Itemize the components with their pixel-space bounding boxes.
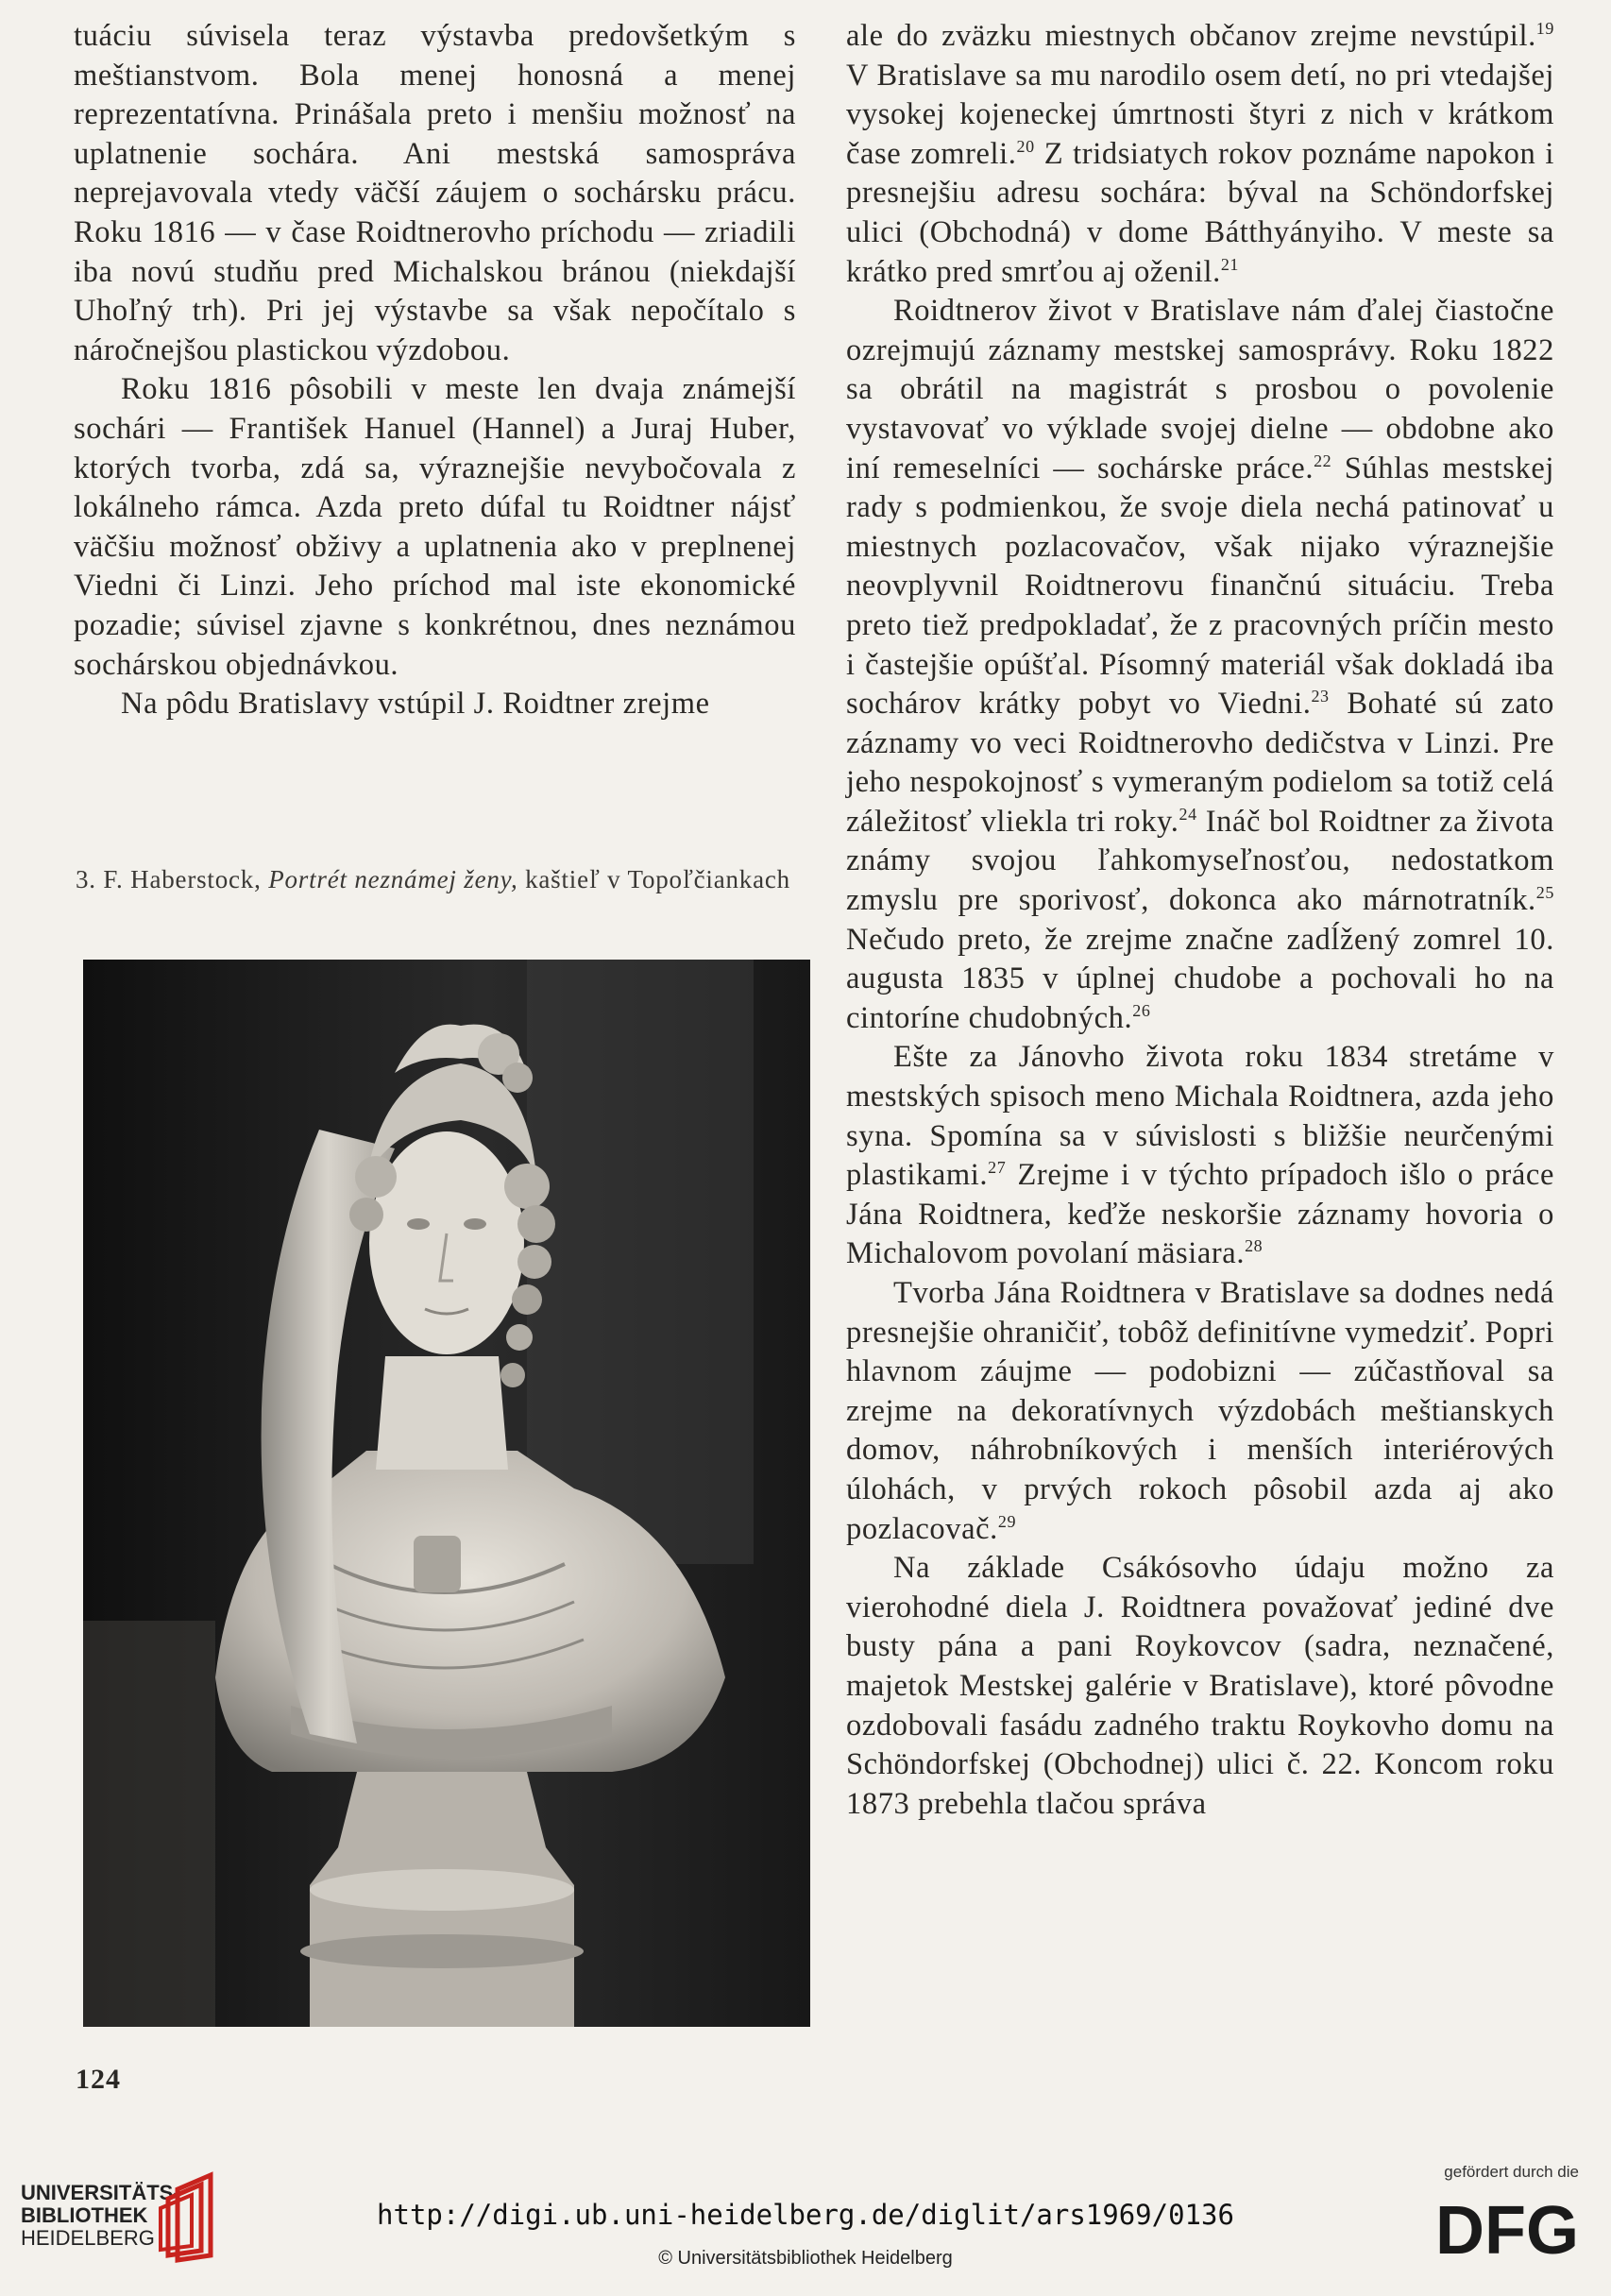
text-run: Ešte za Jánovho života roku 1834 stretáme v mestských spisoch meno Michala Roidtnera, azda jeho syna. Spomína sa v súvislosti s bližšie neurčenými plastikami. — [846, 1040, 1554, 1193]
paragraph: Na pôdu Bratislavy vstúpil J. Roidtner zrejme — [121, 687, 710, 722]
dfg-logo-icon[interactable] — [1432, 2191, 1583, 2267]
paragraph — [846, 1274, 1554, 1549]
caption-title: Portrét neznámej ženy, — [268, 865, 518, 893]
text-run: Roidtnerov život v Bratislave nám ďalej čiastočne ozrejmujú záznamy mestskej samosprávy. Roku 1822 sa obrátil na magistrát s prosbou o povolenie vystavovať vo výklade svojej dielne — obdobne ako iní remeselníci — sochárske práce. — [846, 294, 1554, 485]
funding-label: gefördert durch die — [1444, 2163, 1579, 2181]
text-run: Bohaté sú zato záznamy vo veci Roidtnerovho dedičstva v Linzi. Pre jeho nespokojnosť s vymeraným podielom sa totiž celá záležitosť vliekla tri roky. — [846, 687, 1554, 839]
library-name-line: HEIDELBERG — [21, 2226, 155, 2250]
copyright-notice: © Universitätsbibliothek Heidelberg — [658, 2248, 953, 2269]
page-number: 124 — [76, 2064, 121, 2095]
text-run: Súhlas mestskej rady s podmienkou, že svoje diela nechá patinovať u miestnych pozlacovačov, však nijako výraznejšie neovplyvnil Roidtnerovu finančnú situáciu. Treba preto tiež predpokladať, že z pracovných príčin mesto i častejšie opúšťal. Písomný materiál však dokladá iba sochárov krátky pobyt vo Viedni. — [846, 451, 1554, 722]
right-text-column — [846, 17, 1554, 1824]
footnote-ref: 26 — [1132, 1000, 1151, 1020]
paragraph: Roku 1816 pôsobili v meste len dvaja známejší sochári — František Hanuel (Hannel) a Juraj Huber, ktorých tvorba, zdá sa, výraznejšie nevybočovala z lokálneho rámca. Azda preto dúfal tu Roidtner nájsť väčšiu možnosť obživy a uplatnenia ako v preplnenej Viedni či Linzi. Jeho príchod mal iste ekonomické pozadie; súvisel zjavne s konkrétnou, dnes neznámou sochárskou objednávkou. — [74, 372, 796, 682]
paragraph — [846, 1038, 1554, 1274]
paragraph — [846, 292, 1554, 1038]
text-run: Ináč bol Roidtner za života známy svojou ľahkomyseľnosťou, nedostatkom zmyslu pre sporivosť, dokonca ako márnotratník. — [846, 804, 1555, 918]
footnote-ref: 24 — [1179, 804, 1197, 824]
footnote-ref: 21 — [1220, 254, 1240, 274]
bust-photograph — [83, 960, 810, 2027]
text-run: Zrejme i v týchto prípadoch išlo o práce Jána Roidtnera, keďže neskoršie záznamy hovoria o Michalovom povolaní mäsiara. — [846, 1158, 1554, 1271]
dfg-logo-text: DFG — [1435, 2193, 1579, 2267]
digitization-footer — [0, 2144, 1611, 2296]
figure-caption — [76, 861, 793, 897]
footnote-ref: 29 — [997, 1511, 1017, 1531]
footnote-ref: 20 — [1016, 136, 1035, 156]
text-run: ale do zväzku miestnych občanov zrejme nevstúpil. — [846, 19, 1536, 53]
footnote-ref: 19 — [1535, 19, 1554, 38]
paragraph — [846, 17, 1554, 292]
caption-location: kaštieľ v Topoľčiankach — [517, 865, 790, 893]
library-name-line: UNIVERSITÄTS- — [21, 2181, 180, 2204]
footnote-ref: 28 — [1245, 1236, 1263, 1256]
text-run: Tvorba Jána Roidtnera v Bratislave sa dodnes nedá presnejšie ohraničiť, tobôž definitívne vymedziť. Popri hlavnom záujme — podobizni — zúčastňoval sa zrejme na dekoratívnych výzdobách meštianskych domov, náhrobníkových i menších interiérových úlohách, v prvých rokoch pôsobil azda aj ako pozlacovač. — [846, 1276, 1554, 1546]
text-run: Z tridsiatych rokov poznáme napokon i presnejšiu adresu sochára: býval na Schöndorfskej ulici (Obchodná) v dome Bátthyányiho. V meste sa krátko pred smrťou aj oženil. — [846, 136, 1554, 289]
left-text-column — [74, 17, 796, 724]
paragraph: Na základe Csákósovho údaju možno za vierohodné diela J. Roidtnera považovať jediné dve busty pána a pani Roykovcov (sadra, neznačené, majetok Mestskej galérie v Bratislave), ktoré pôvodne ozdobovali fasádu zadného traktu Roykovho domu na Schöndorfskej (Obchodnej) ulici č. 22. Koncom roku 1873 prebehla tlačou správa — [846, 1551, 1554, 1821]
paragraph: tuáciu súvisela teraz výstavba predovšetkým s meštianstvom. Bola menej honosná a menej reprezentatívna. Prinášala preto i menšiu možnosť na uplatnenie sochára. Ani mestská samospráva neprejavovala vtedy väčší záujem o sochársku prácu. Roku 1816 — v čase Roidtnerovho príchodu — zriadili iba novú studňu pred Michalskou bránou (niekdajší Uhoľný trh). Pri jej výstavbe sa však nepočítalo s náročnejšou plastickou výzdobou. — [74, 19, 796, 367]
library-name-line: BIBLIOTHEK — [21, 2203, 148, 2227]
footnote-ref: 23 — [1311, 687, 1330, 706]
permalink-url[interactable]: http://digi.ub.uni-heidelberg.de/diglit/ars1969/0136 — [377, 2199, 1234, 2231]
text-run: V Bratislave sa mu narodilo osem detí, no pri vtedajšej vysokej kojeneckej úmrtnosti štyri z nich v krátkom čase zomreli. — [846, 58, 1554, 171]
text-run: Nečudo preto, že zrejme značne zadĺžený zomrel 10. augusta 1835 v úplnej chudobe a pochovali ho na cintoríne chudobných. — [846, 922, 1554, 1035]
footnote-ref: 22 — [1314, 451, 1332, 470]
bust-image — [83, 960, 810, 2027]
footnote-ref: 25 — [1535, 883, 1554, 903]
caption-number: 3. F. Haberstock, — [76, 865, 269, 893]
footnote-ref: 27 — [988, 1158, 1007, 1178]
